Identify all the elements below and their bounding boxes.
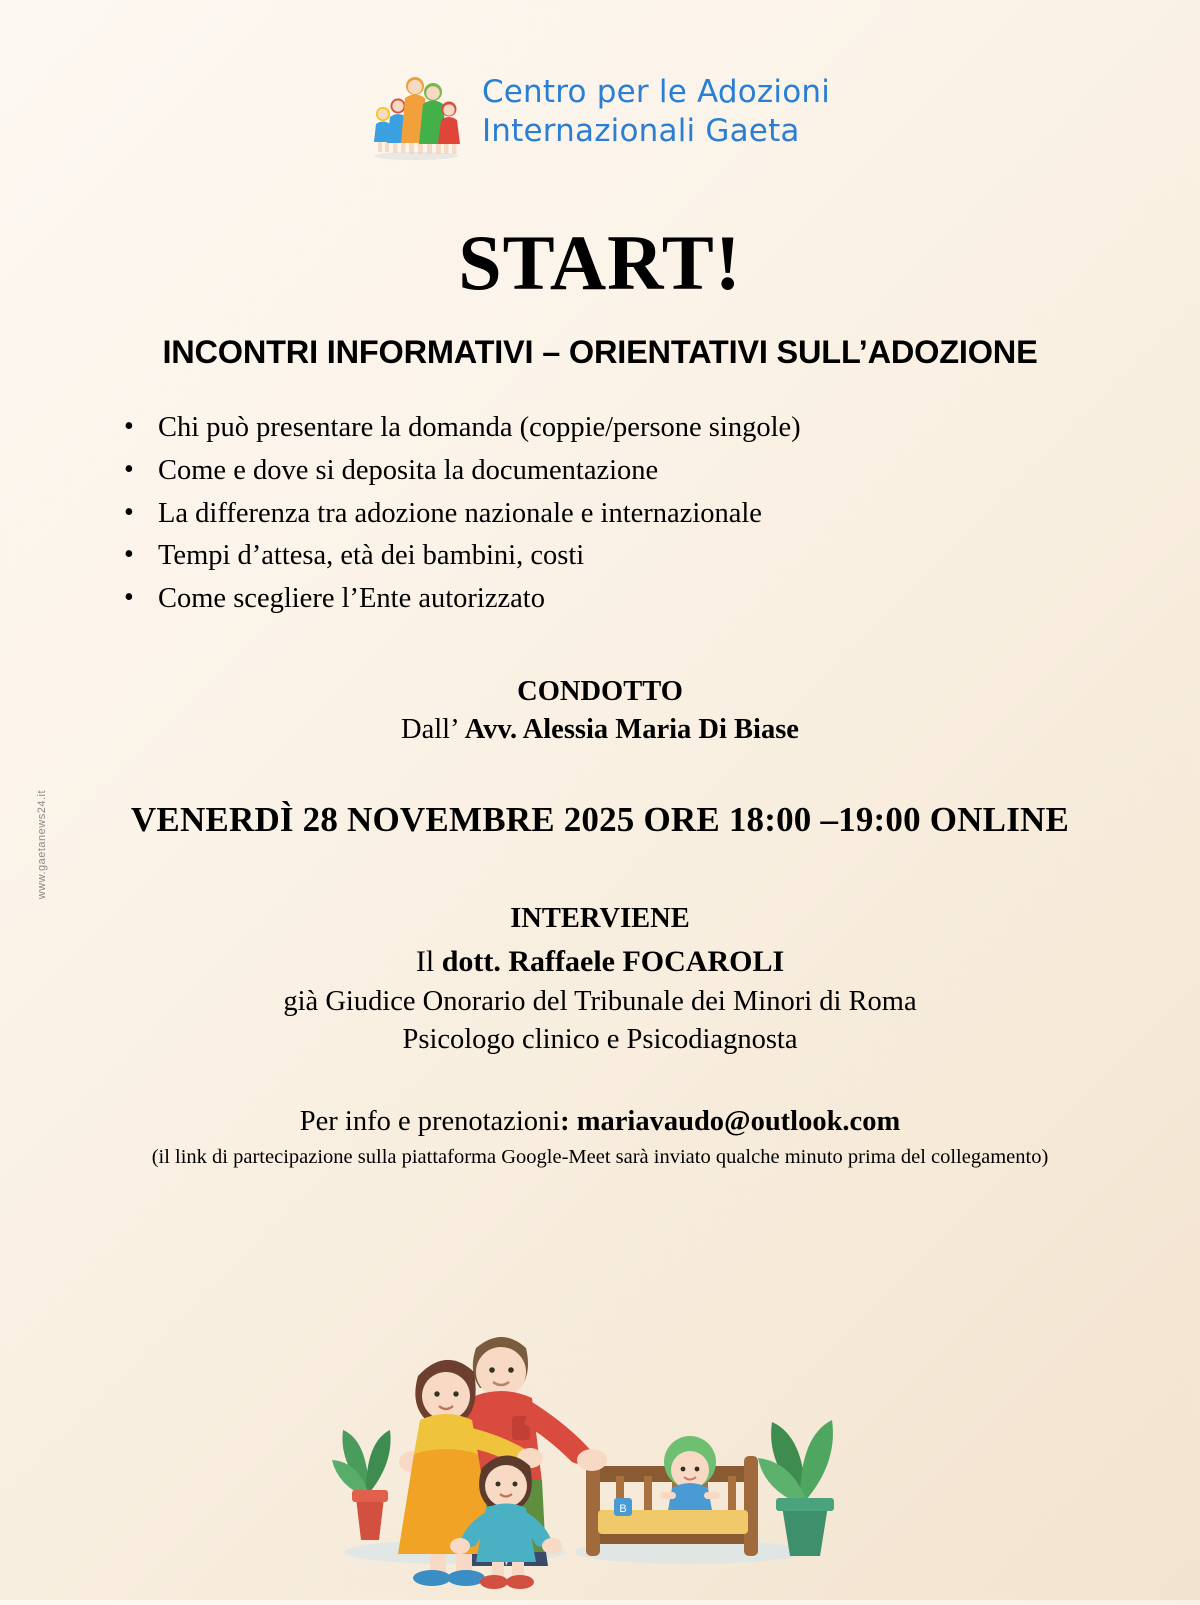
brand-text (482, 73, 830, 151)
interviene-heading: INTERVIENE (510, 902, 690, 934)
speaker-role-line-2: Psicologo clinico e Psicodiagnosta (402, 1024, 798, 1056)
brand-line-1: Centro per le Adozioni (481, 73, 831, 110)
list-item: • Come scegliere l’Ente autorizzato (110, 578, 930, 621)
condotto-name: Avv. Alessia Maria Di Biase (464, 714, 799, 746)
speaker-prefix: Il (415, 945, 442, 979)
speaker-line (0, 942, 1200, 983)
list-item: • Chi può presentare la domanda (coppie/persone singole) (110, 407, 930, 450)
contact-block (0, 1106, 1200, 1138)
watermark: www.gaetanews24.it (36, 790, 48, 900)
header (0, 0, 1200, 162)
family-with-crib-illustration (0, 1180, 1200, 1600)
list-item: • Tempi d’attesa, età dei bambini, costi (110, 535, 930, 578)
brand-line-2: Internazionali Gaeta (481, 113, 800, 149)
condotto-heading: CONDOTTO (517, 675, 683, 707)
page-title: START! (458, 219, 742, 306)
speaker-block (0, 900, 1200, 1060)
contact-email[interactable]: mariavaudo@outlook.com (576, 1106, 901, 1138)
speaker-role-line-1: già Giudice Onorario del Tribunale dei Minori di Roma (283, 985, 917, 1017)
conducted-by-block (0, 673, 1200, 750)
condotto-prefix: Dall’ (401, 714, 465, 746)
topics-list (110, 407, 930, 621)
condotto-line (0, 711, 1200, 749)
event-datetime: VENERDÌ 28 NOVEMBRE 2025 ORE 18:00 –19:00 ONLINE (130, 799, 1070, 839)
family-group-icon (370, 62, 462, 162)
contact-label: Per info e prenotazioni (299, 1106, 561, 1138)
contact-note: (il link di partecipazione sulla piattaforma Google-Meet sarà inviato qualche minuto prima del collegamento) (151, 1146, 1049, 1169)
speaker-name: dott. Raffaele FOCAROLI (441, 945, 785, 979)
svg-text:B: B (619, 1503, 627, 1515)
list-item: • La differenza tra adozione nazionale e internazionale (110, 493, 930, 536)
list-item: • Come e dove si deposita la documentazione (110, 450, 930, 493)
contact-colon: : (560, 1106, 577, 1138)
page-subtitle: INCONTRI INFORMATIVI – ORIENTATIVI SULL’ADOZIONE (162, 334, 1038, 370)
